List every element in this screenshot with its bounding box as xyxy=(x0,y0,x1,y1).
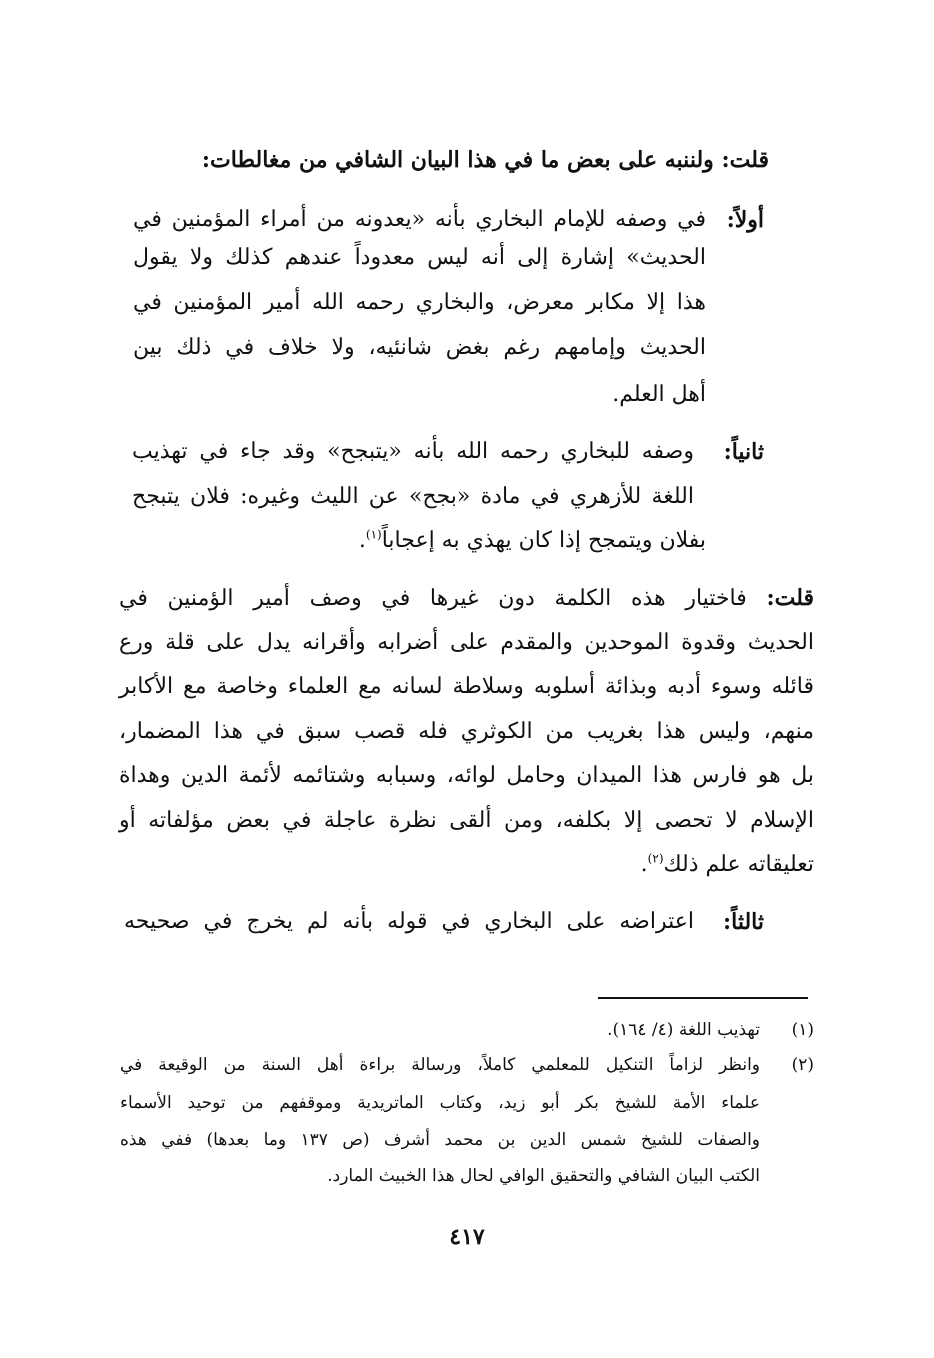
comment-end: . xyxy=(640,852,648,877)
first-line-3: هذا إلا مكابر معرض، والبخاري رحمه الله أمير المؤمنين في xyxy=(133,290,706,315)
comment-line-6: الإسلام لا تحصى إلا بكلفه، ومن ألقى نظرة عاجلة في بعض مؤلفاته أو xyxy=(119,808,814,833)
third-line-1: اعتراضه على البخاري في قوله بأنه لم يخرج في صحيحه xyxy=(124,909,694,934)
comment-line-7 xyxy=(119,850,814,880)
first-label: أولاً: xyxy=(726,207,764,233)
footnote-2-line-3: والصفات للشيخ شمس الدين بن محمد أشرف (ص ١٣٧ وما بعدها) ففي هذه xyxy=(120,1130,760,1150)
footnote-2-line-1: وانظر لزاماً التنكيل للمعلمي كاملاً، ورسالة براءة أهل السنة من الوقيعة في xyxy=(120,1055,760,1075)
comment-line-2: الحديث وقدوة الموحدين والمقدم على أضرابه وأقرانه يدل على قلة ورع xyxy=(119,630,814,655)
intro-text: ولننبه على بعض ما في هذا البيان الشافي من مغالطات: xyxy=(201,147,714,173)
second-label: ثانياً: xyxy=(723,439,764,465)
footnote-2-number: (٢) xyxy=(791,1055,814,1075)
comment-first-line: فاختيار هذه الكلمة دون غيرها في وصف أمير الؤمنين في xyxy=(119,586,747,611)
second-line-3 xyxy=(133,526,706,556)
second-line-3-text: بفلان ويتمجح إذا كان يهذي به إعجاباً xyxy=(381,528,706,553)
footnote-2-line-2: علماء الأمة للشيخ بكر أبو زيد، وكتاب الماتريدية وموقفهم من توحيد الأسماء xyxy=(120,1093,760,1113)
footnote-separator xyxy=(598,997,808,999)
comment-line-5: بل هو فارس هذا الميدان وحامل لوائه، وسبابه وشتائمه لأئمة الدين وهداة xyxy=(119,763,814,788)
footnote-2-line-4: الكتب البيان الشافي والتحقيق الوافي لحال هذا الخبيث المارد. xyxy=(327,1166,760,1186)
first-line-2: الحديث» إشارة إلى أنه ليس معدوداً عندهم كذلك ولا يقول xyxy=(133,245,706,270)
comment-line-1 xyxy=(119,583,814,614)
page-number: ٤١٧ xyxy=(449,1224,485,1250)
footnote-1-number: (١) xyxy=(791,1020,814,1040)
second-end: . xyxy=(358,528,366,553)
intro-paragraph xyxy=(169,145,769,175)
third-label: ثالثاً: xyxy=(723,909,764,935)
comment-line-4: منهم، وليس هذا بغريب من الكوثري فله قصب سبق في هذا المضمار، xyxy=(119,719,814,744)
first-line-1: في وصفه للإمام البخاري بأنه «يعدونه من أمراء المؤمنين في xyxy=(133,207,706,232)
first-line-4: الحديث وإمامهم رغم بغض شانئيه، ولا خلاف في ذلك بين xyxy=(133,335,706,360)
second-line-2: اللغة للأزهري في مادة «بجح» عن الليث وغيره: فلان يتبجح xyxy=(132,484,694,509)
first-line-5: أهل العلم. xyxy=(612,382,706,407)
footnote-ref-1: (١) xyxy=(365,527,382,542)
comment-label: قلت: xyxy=(766,585,814,611)
footnote-ref-2: (٢) xyxy=(647,851,664,866)
footnote-1-text: تهذيب اللغة (٤/ ١٦٤). xyxy=(607,1020,760,1040)
comment-line-7-text: تعليقاته علم ذلك xyxy=(663,852,814,877)
second-line-1: وصفه للبخاري رحمه الله بأنه «يتبجح» وقد جاء في تهذيب xyxy=(132,439,694,464)
comment-line-3: قائله وسوء أدبه وبذائة أسلوبه وسلاطة لسانه مع العلماء وخاصة مع الأكابر xyxy=(119,674,814,699)
intro-label: قلت: xyxy=(721,147,769,173)
